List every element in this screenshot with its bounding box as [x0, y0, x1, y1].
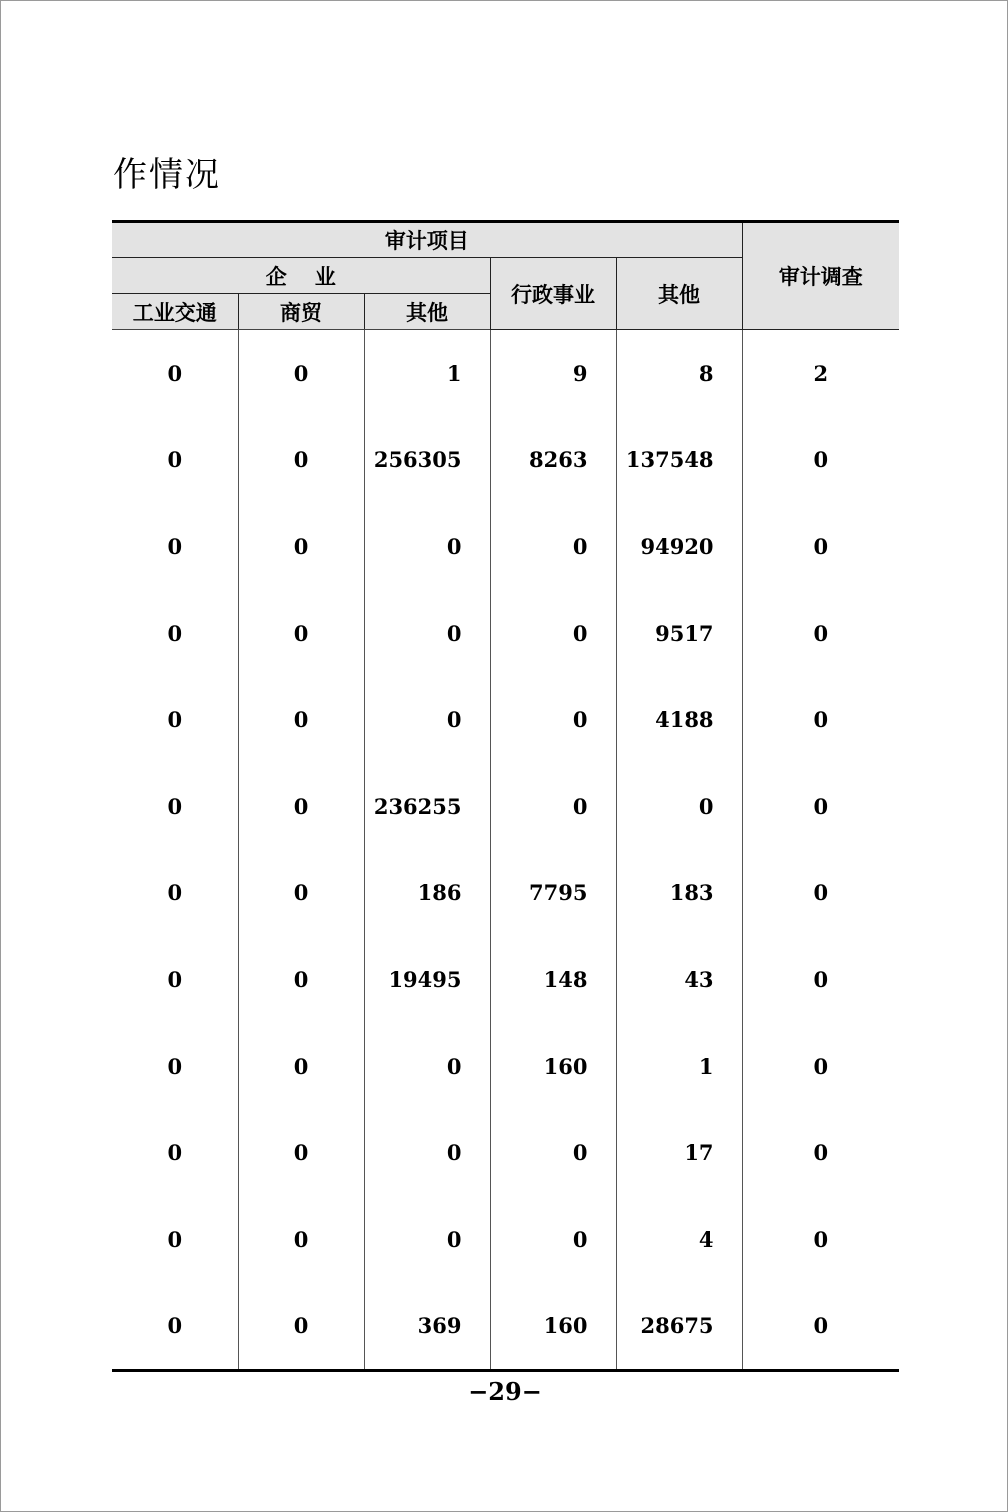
table-cell: 0	[364, 590, 490, 677]
table-cell: 160	[490, 1023, 616, 1110]
table-cell: 0	[112, 1196, 238, 1283]
table-cell: 28675	[616, 1283, 742, 1371]
table-row	[112, 936, 899, 1023]
table-cell: 369	[364, 1283, 490, 1371]
table-cell: 0	[490, 1196, 616, 1283]
table-row	[112, 850, 899, 937]
table-cell: 236255	[364, 763, 490, 850]
table-cell: 0	[742, 1283, 899, 1371]
table-cell: 0	[742, 763, 899, 850]
table-row	[112, 1109, 899, 1196]
header-audit-projects: 审计项目	[112, 222, 742, 258]
table-cell: 0	[742, 590, 899, 677]
table-cell: 0	[112, 1023, 238, 1110]
table-cell: 0	[742, 417, 899, 504]
table-row	[112, 676, 899, 763]
table-cell: 0	[112, 417, 238, 504]
table-cell: 0	[490, 1109, 616, 1196]
table-cell: 0	[238, 503, 364, 590]
header-enterprise-char-2: 业	[314, 264, 336, 289]
header-audit-survey: 审计调查	[742, 222, 899, 330]
table-cell: 0	[490, 763, 616, 850]
table-cell: 2	[742, 330, 899, 417]
table-cell: 0	[112, 590, 238, 677]
table-cell: 183	[616, 850, 742, 937]
table-row	[112, 1023, 899, 1110]
table-cell: 9517	[616, 590, 742, 677]
table-cell: 148	[490, 936, 616, 1023]
header-admin: 行政事业	[490, 258, 616, 330]
table-cell: 9	[490, 330, 616, 417]
table-cell: 0	[742, 503, 899, 590]
table-cell: 0	[238, 590, 364, 677]
table-cell: 0	[490, 503, 616, 590]
table-cell: 0	[112, 676, 238, 763]
page-number: −29−	[468, 1377, 542, 1406]
table-cell: 0	[112, 936, 238, 1023]
table-cell: 19495	[364, 936, 490, 1023]
table-cell: 0	[238, 850, 364, 937]
table-cell: 0	[742, 850, 899, 937]
table-cell: 0	[238, 763, 364, 850]
table-cell: 7795	[490, 850, 616, 937]
table-cell: 160	[490, 1283, 616, 1371]
table-cell: 0	[490, 590, 616, 677]
audit-table	[112, 220, 899, 1372]
table-cell: 0	[238, 417, 364, 504]
table-cell: 0	[112, 503, 238, 590]
table-cell: 0	[364, 676, 490, 763]
table-cell: 0	[238, 676, 364, 763]
table-cell: 0	[364, 1196, 490, 1283]
table-cell: 8	[616, 330, 742, 417]
header-enterprise-char-1: 企	[265, 264, 287, 289]
table-cell: 0	[742, 1109, 899, 1196]
table-cell: 0	[742, 1023, 899, 1110]
table-cell: 0	[490, 676, 616, 763]
table-row	[112, 763, 899, 850]
table-row	[112, 417, 899, 504]
table-cell: 256305	[364, 417, 490, 504]
table-cell: 4188	[616, 676, 742, 763]
table-cell: 0	[112, 763, 238, 850]
table-row	[112, 1196, 899, 1283]
table-cell: 17	[616, 1109, 742, 1196]
table-body	[112, 330, 899, 1371]
table-cell: 1	[364, 330, 490, 417]
table-cell: 0	[742, 1196, 899, 1283]
table-cell: 94920	[616, 503, 742, 590]
table-cell: 8263	[490, 417, 616, 504]
table-cell: 0	[112, 330, 238, 417]
table-cell: 0	[742, 676, 899, 763]
table-cell: 0	[238, 330, 364, 417]
table-cell: 0	[364, 1023, 490, 1110]
header-trade: 商贸	[238, 294, 364, 330]
table-row	[112, 590, 899, 677]
table-cell: 137548	[616, 417, 742, 504]
header-other-top: 其他	[616, 258, 742, 330]
table-cell: 0	[238, 1023, 364, 1110]
table-cell: 0	[238, 1283, 364, 1371]
table-cell: 0	[112, 1283, 238, 1371]
table-cell: 0	[364, 1109, 490, 1196]
table-cell: 0	[112, 850, 238, 937]
table-row	[112, 330, 899, 417]
table-row	[112, 503, 899, 590]
header-enterprise-other: 其他	[364, 294, 490, 330]
table-cell: 4	[616, 1196, 742, 1283]
table-cell: 0	[364, 503, 490, 590]
page-title: 作情况	[113, 155, 221, 195]
table-cell: 43	[616, 936, 742, 1023]
table-cell: 0	[112, 1109, 238, 1196]
header-enterprise	[112, 258, 490, 294]
table-row	[112, 1283, 899, 1371]
table-cell: 186	[364, 850, 490, 937]
table-cell: 0	[742, 936, 899, 1023]
table-cell: 0	[616, 763, 742, 850]
header-industry-transport: 工业交通	[112, 294, 238, 330]
table-cell: 1	[616, 1023, 742, 1110]
table-cell: 0	[238, 1196, 364, 1283]
table-header	[112, 222, 899, 330]
table-cell: 0	[238, 1109, 364, 1196]
table-cell: 0	[238, 936, 364, 1023]
